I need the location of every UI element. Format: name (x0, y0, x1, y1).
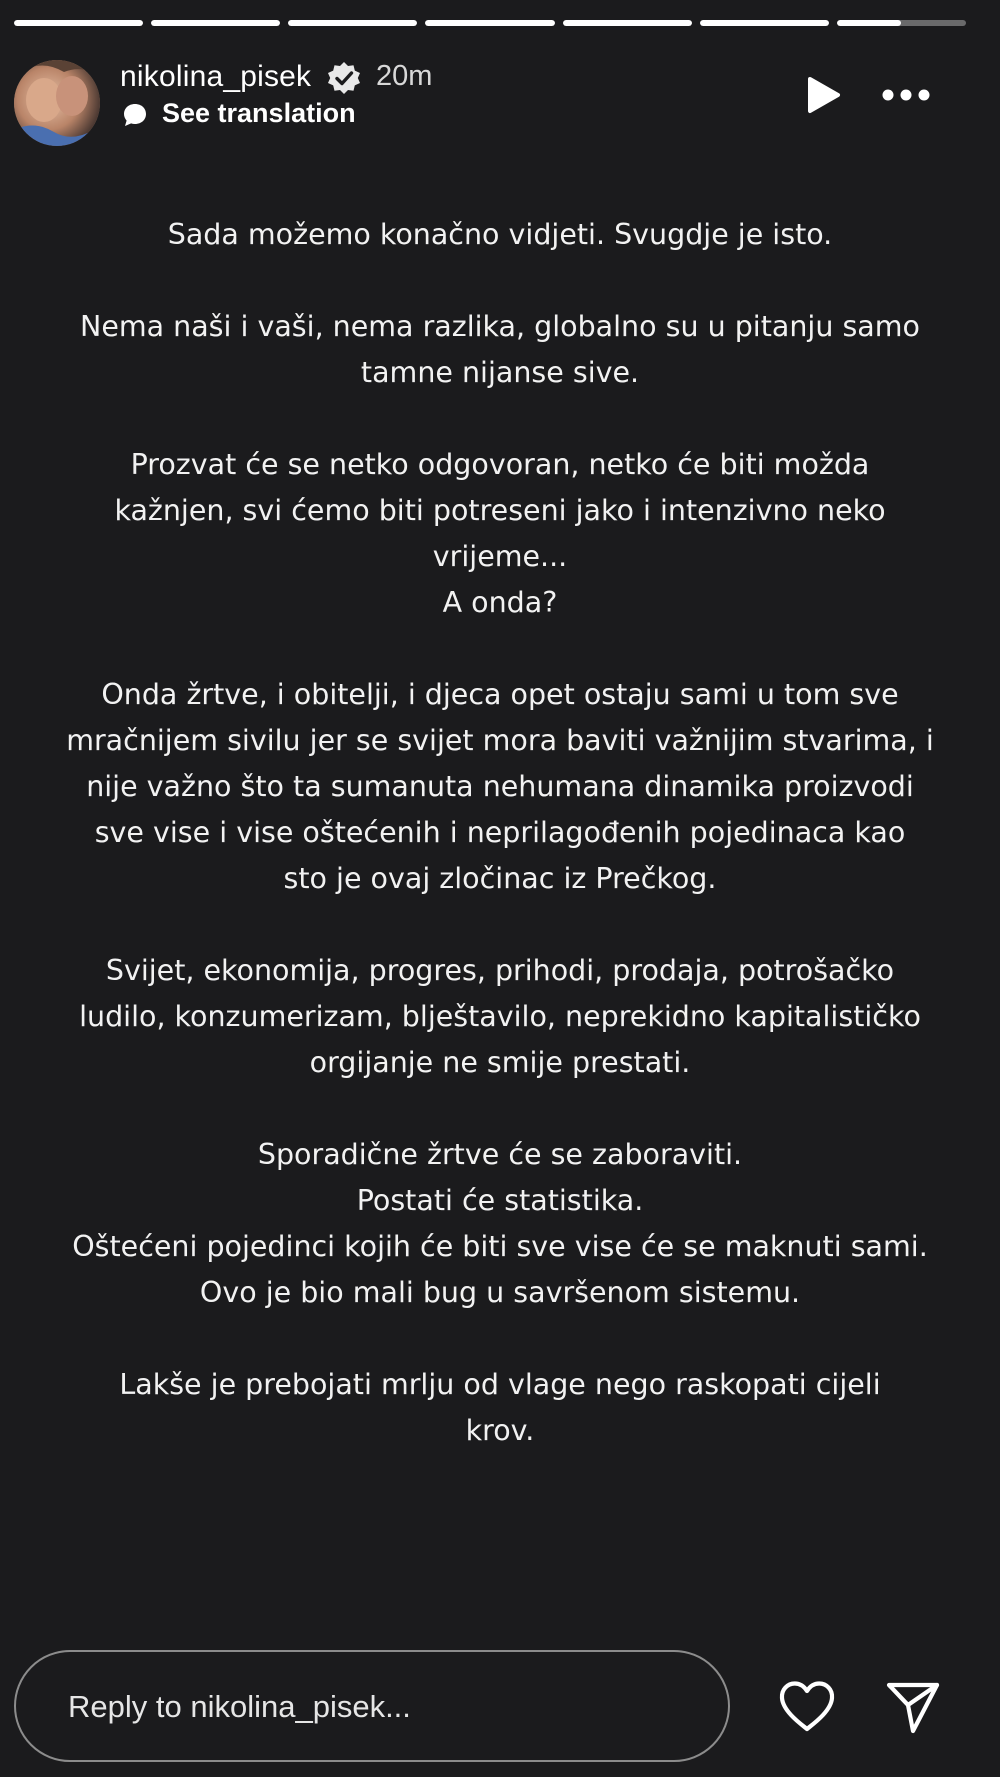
story-text-line: Sporadične žrtve će se zaboraviti. (257, 1138, 743, 1171)
progress-segment (288, 20, 417, 26)
reply-field[interactable] (14, 1650, 730, 1762)
progress-segment-fill (425, 20, 554, 26)
progress-segment (425, 20, 554, 26)
story-text-line: Postati će statistika. (356, 1184, 644, 1217)
story-paragraph (20, 1362, 980, 1454)
story-paragraph (20, 442, 980, 626)
story-paragraph (20, 1132, 980, 1316)
story-paragraph (20, 212, 980, 258)
progress-segment (563, 20, 692, 26)
avatar-image (14, 60, 100, 146)
story-text-line: tamne nijanse sive. (360, 356, 640, 389)
story-text-line: ludilo, konzumerizam, blještavilo, neprekidno kapitalističko (79, 1000, 921, 1033)
progress-segment (151, 20, 280, 26)
translation-bubble-icon (122, 102, 148, 128)
story-text-line: A onda? (442, 586, 558, 619)
avatar[interactable] (14, 60, 100, 146)
story-text-line: Prozvat će se netko odgovoran, netko će biti možda (130, 448, 870, 481)
progress-segment (14, 20, 143, 26)
story-paragraph (20, 304, 980, 396)
progress-segment-fill (151, 20, 280, 26)
story-text-line: Sada možemo konačno vidjeti. Svugdje je isto. (167, 218, 833, 251)
progress-segment-fill (700, 20, 829, 26)
send-icon[interactable] (882, 1676, 944, 1738)
story-text-line: Lakše je prebojati mrlju od vlage nego raskopati cijeli (119, 1368, 881, 1401)
progress-segment-fill (14, 20, 143, 26)
verified-badge-icon (326, 60, 362, 96)
story-text-line: Ovo je bio mali bug u savršenom sistemu. (199, 1276, 801, 1309)
story-text-line: krov. (465, 1414, 535, 1447)
progress-segment (837, 20, 966, 26)
see-translation-link[interactable]: See translation (162, 98, 356, 128)
reply-input[interactable] (66, 1652, 690, 1762)
story-text-line: mračnijem sivilu jer se svijet mora baviti važnijim stvarima, i (66, 724, 934, 757)
story-text-line: nije važno što ta sumanuta nehumana dinamika proizvodi (86, 770, 914, 803)
story-text (20, 212, 980, 1500)
story-text-line: orgijanje ne smije prestati. (309, 1046, 691, 1079)
progress-segment-fill (563, 20, 692, 26)
play-icon[interactable] (800, 72, 846, 118)
story-progress-bar (14, 20, 966, 26)
story-text-line: vrijeme... (432, 540, 568, 573)
story-text-line: sve vise i vise oštećenih i neprilagođenih pojedinaca kao (94, 816, 906, 849)
story-text-line: Onda žrtve, i obitelji, i djeca opet ostaju sami u tom sve (101, 678, 899, 711)
story-header (14, 56, 974, 156)
username[interactable]: nikolina_pisek (120, 60, 312, 93)
story-paragraph (20, 672, 980, 902)
story-text-line: kažnjen, svi ćemo biti potreseni jako i intenzivno neko (114, 494, 886, 527)
story-text-line: sto je ovaj zločinac iz Prečkog. (283, 862, 717, 895)
heart-icon[interactable] (776, 1676, 838, 1738)
more-options-icon[interactable] (878, 72, 934, 118)
progress-segment (700, 20, 829, 26)
story-paragraph (20, 948, 980, 1086)
story-text-line: Oštećeni pojedinci kojih će biti sve vise će se maknuti sami. (72, 1230, 928, 1263)
progress-segment-fill (837, 20, 902, 26)
story-text-line: Nema naši i vaši, nema razlika, globalno su u pitanju samo (80, 310, 920, 343)
progress-segment-fill (288, 20, 417, 26)
story-text-line: Svijet, ekonomija, progres, prihodi, prodaja, potrošačko (105, 954, 895, 987)
post-time: 20m (376, 60, 433, 92)
